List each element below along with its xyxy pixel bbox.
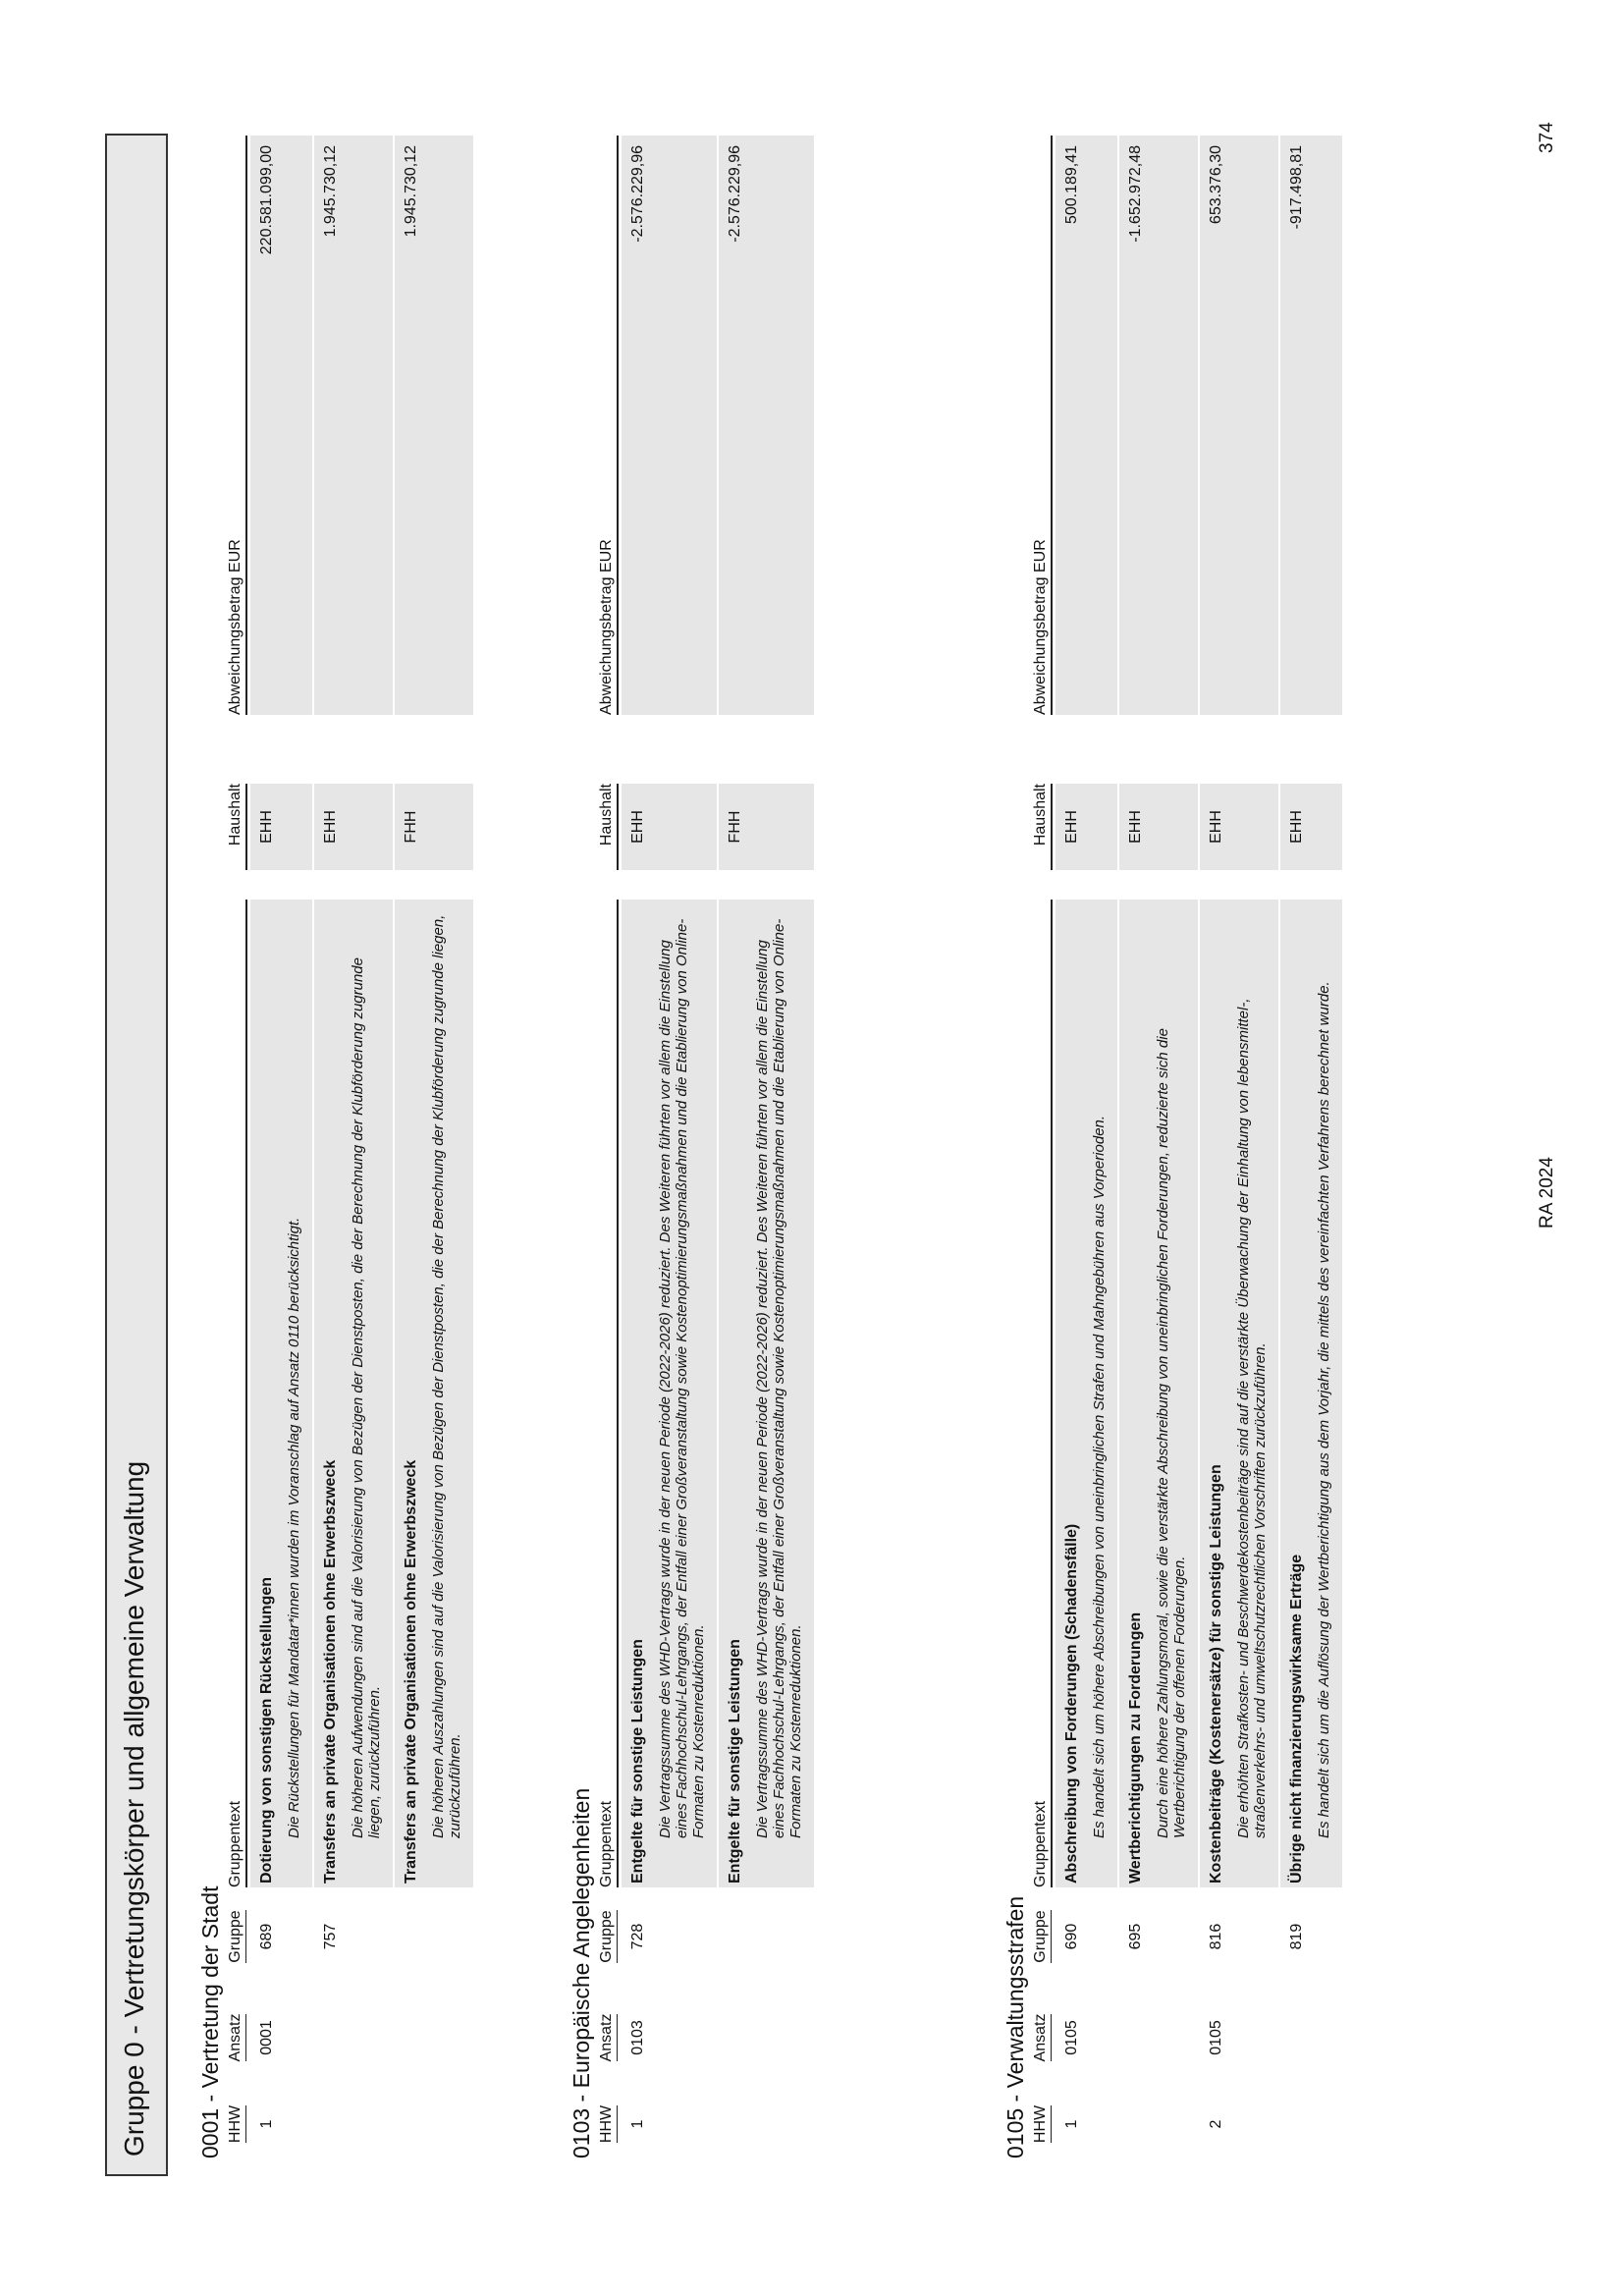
gruppentext-description: Es handelt sich um die Auflösung der Wertberichtigung aus dem Vorjahr, die mittels des vereinfachten Verfahrens berechnet wurde. bbox=[1306, 900, 1342, 1887]
ansatz-cell: 0105 bbox=[1063, 2020, 1080, 2055]
ansatz-cell bbox=[314, 1986, 393, 2090]
gruppentext-description: Durch eine höhere Zahlungsmoral, sowie die verstärkte Abschreibung von uneinbringlichen Forderungen, reduzierte sich die Wertberichtigung der offenen Forderungen. bbox=[1145, 900, 1198, 1887]
betrag-cell: -1.652.972,48 bbox=[1119, 136, 1198, 715]
betrag-cell: 653.376,30 bbox=[1200, 136, 1278, 715]
table-row bbox=[1200, 136, 1225, 2158]
section bbox=[565, 136, 816, 2158]
betrag-cell: 500.189,41 bbox=[1056, 136, 1117, 715]
gruppe-cell bbox=[395, 1887, 473, 1986]
hhw-cell bbox=[314, 2090, 393, 2158]
gruppentext-title: Übrige nicht finanzierungswirksame Erträge bbox=[1280, 900, 1306, 1887]
ansatz-cell bbox=[719, 1986, 814, 2090]
table-header-row bbox=[598, 136, 622, 2158]
gruppentext-title: Abschreibung von Forderungen (Schadensfälle) bbox=[1056, 900, 1081, 1887]
section-table bbox=[598, 136, 816, 2158]
hhw-cell: 1 bbox=[1063, 2119, 1080, 2129]
haushalt-cell: EHH bbox=[314, 784, 393, 870]
hhw-cell bbox=[1280, 2090, 1342, 2158]
table-row bbox=[1119, 136, 1145, 2158]
haushalt-cell: EHH bbox=[1056, 784, 1117, 870]
haushalt-cell: EHH bbox=[250, 784, 312, 870]
group-title: Gruppe 0 - Vertretungskörper und allgemeine Verwaltung bbox=[105, 134, 168, 2176]
header-gruppentext: Gruppentext bbox=[598, 900, 619, 1887]
header-ansatz: Ansatz bbox=[598, 2014, 618, 2062]
header-gruppe: Gruppe bbox=[227, 1910, 246, 1962]
header-ansatz: Ansatz bbox=[227, 2014, 246, 2062]
hhw-cell bbox=[395, 2090, 473, 2158]
gruppentext-title: Entgelte für sonstige Leistungen bbox=[622, 900, 647, 1887]
gruppe-cell bbox=[719, 1887, 814, 1986]
header-haushalt: Haushalt bbox=[227, 784, 247, 870]
header-hhw: HHW bbox=[1032, 2105, 1052, 2143]
page-number: 374 bbox=[1537, 122, 1557, 153]
gruppentext-title: Wertberichtigungen zu Forderungen bbox=[1119, 900, 1145, 1887]
hhw-cell: 2 bbox=[1208, 2119, 1224, 2129]
gruppe-cell: 689 bbox=[258, 1923, 275, 1950]
hhw-cell bbox=[719, 2090, 814, 2158]
gruppentext-description: Die höheren Aufwendungen sind auf die Valorisierung von Bezügen der Dienstposten, die der Berechnung der Klubförderung zugrunde liegen, zurückzuführen. bbox=[340, 900, 393, 1887]
header-gruppentext: Gruppentext bbox=[1032, 900, 1053, 1887]
gruppentext-title: Entgelte für sonstige Leistungen bbox=[719, 900, 744, 1887]
gruppe-cell: 695 bbox=[1127, 1923, 1144, 1950]
haushalt-cell: EHH bbox=[1119, 784, 1198, 870]
header-haushalt: Haushalt bbox=[598, 784, 619, 870]
ansatz-cell bbox=[1280, 1986, 1342, 2090]
betrag-cell: 1.945.730,12 bbox=[314, 136, 393, 715]
betrag-cell: 220.581.099,00 bbox=[250, 136, 312, 715]
header-ansatz: Ansatz bbox=[1032, 2014, 1052, 2062]
header-abweichung: Abweichungsbetrag EUR bbox=[598, 136, 619, 715]
section-table bbox=[1032, 136, 1344, 2158]
gruppentext-title: Transfers an private Organisationen ohne Erwerbszweck bbox=[314, 900, 340, 1887]
betrag-cell: -2.576.229,96 bbox=[622, 136, 717, 715]
gruppe-cell: 728 bbox=[629, 1923, 646, 1950]
header-abweichung: Abweichungsbetrag EUR bbox=[227, 136, 247, 715]
table-row bbox=[1280, 136, 1306, 2158]
haushalt-cell: FHH bbox=[719, 784, 814, 870]
header-gruppentext: Gruppentext bbox=[227, 900, 247, 1887]
gruppentext-title: Dotierung von sonstigen Rückstellungen bbox=[250, 900, 276, 1887]
section-table bbox=[227, 136, 475, 2158]
gruppentext-title: Kostenbeiträge (Kostenersätze) für sonstige Leistungen bbox=[1200, 900, 1225, 1887]
table-row bbox=[395, 136, 420, 2158]
hhw-cell: 1 bbox=[629, 2119, 646, 2129]
ansatz-cell: 0105 bbox=[1208, 2020, 1224, 2055]
header-gruppe: Gruppe bbox=[1032, 1910, 1052, 1962]
table-header-row bbox=[227, 136, 250, 2158]
gruppentext-description: Die Vertragssumme des WHD-Vertrags wurde in der neuen Periode (2022-2026) reduziert. Des Weiteren führten vor allem die Einstellung eines Fachhochschul-Lehrgangs, der Entfall einer Großveranstaltung sowie Kostenoptimierungsmaßnahmen und die Etablierung von Online-Formaten zu Kostenreduktionen. bbox=[647, 900, 717, 1887]
gruppe-cell: 690 bbox=[1063, 1923, 1080, 1950]
gruppe-cell: 819 bbox=[1288, 1923, 1305, 1950]
header-hhw: HHW bbox=[598, 2105, 618, 2143]
haushalt-cell: EHH bbox=[1280, 784, 1342, 870]
section bbox=[193, 136, 475, 2158]
header-haushalt: Haushalt bbox=[1032, 784, 1053, 870]
gruppentext-description: Die Vertragssumme des WHD-Vertrags wurde in der neuen Periode (2022-2026) reduziert. Des Weiteren führten vor allem die Einstellung eines Fachhochschul-Lehrgangs, der Entfall einer Großveranstaltung sowie Kostenoptimierungsmaßnahmen und die Etablierung von Online-Formaten zu Kostenreduktionen. bbox=[744, 900, 814, 1887]
betrag-cell: 1.945.730,12 bbox=[395, 136, 473, 715]
ansatz-cell: 0103 bbox=[629, 2020, 646, 2055]
section-title: 0001 - Vertretung der Stadt bbox=[197, 1885, 223, 2158]
ansatz-cell bbox=[1119, 1986, 1198, 2090]
gruppentext-title: Transfers an private Organisationen ohne Erwerbszweck bbox=[395, 900, 420, 1887]
header-abweichung: Abweichungsbetrag EUR bbox=[1032, 136, 1053, 715]
section-title: 0105 - Verwaltungsstrafen bbox=[1002, 1895, 1028, 2158]
table-row bbox=[1056, 136, 1081, 2158]
header-gruppe: Gruppe bbox=[598, 1910, 618, 1962]
gruppentext-description: Die Rückstellungen für Mandatar*innen wurden im Voranschlag auf Ansatz 0110 berücksichtigt. bbox=[276, 900, 312, 1887]
haushalt-cell: FHH bbox=[395, 784, 473, 870]
report-footer: RA 2024 bbox=[1537, 1157, 1557, 1229]
table-row bbox=[314, 136, 340, 2158]
hhw-cell: 1 bbox=[258, 2119, 275, 2129]
table-row bbox=[622, 136, 647, 2158]
gruppe-cell: 816 bbox=[1208, 1923, 1224, 1950]
hhw-cell bbox=[1119, 2090, 1198, 2158]
ansatz-cell: 0001 bbox=[258, 2020, 275, 2055]
haushalt-cell: EHH bbox=[622, 784, 717, 870]
section bbox=[999, 136, 1344, 2158]
gruppe-cell: 757 bbox=[322, 1923, 339, 1950]
haushalt-cell: EHH bbox=[1200, 784, 1278, 870]
gruppentext-description: Die höheren Auszahlungen sind auf die Valorisierung von Bezügen der Dienstposten, die der Berechnung der Klubförderung zugrunde liegen, zurückzuführen. bbox=[420, 900, 473, 1887]
section-title: 0103 - Europäische Angelegenheiten bbox=[568, 1787, 594, 2158]
gruppentext-description: Die erhöhten Strafkosten- und Beschwerdekostenbeiträge sind auf die verstärkte Überwachung der Einhaltung von lebensmittel-, straßenverkehrs- und umweltschutzrechtlichen Vorschriften zurückzuführen. bbox=[1225, 900, 1278, 1887]
ansatz-cell bbox=[395, 1986, 473, 2090]
table-row bbox=[719, 136, 744, 2158]
table-header-row bbox=[1032, 136, 1056, 2158]
header-hhw: HHW bbox=[227, 2105, 246, 2143]
table-row bbox=[250, 136, 276, 2158]
betrag-cell: -2.576.229,96 bbox=[719, 136, 814, 715]
betrag-cell: -917.498,81 bbox=[1280, 136, 1342, 715]
gruppentext-description: Es handelt sich um höhere Abschreibungen von uneinbringlichen Strafen und Mahngebühren aus Vorperioden. bbox=[1081, 900, 1117, 1887]
